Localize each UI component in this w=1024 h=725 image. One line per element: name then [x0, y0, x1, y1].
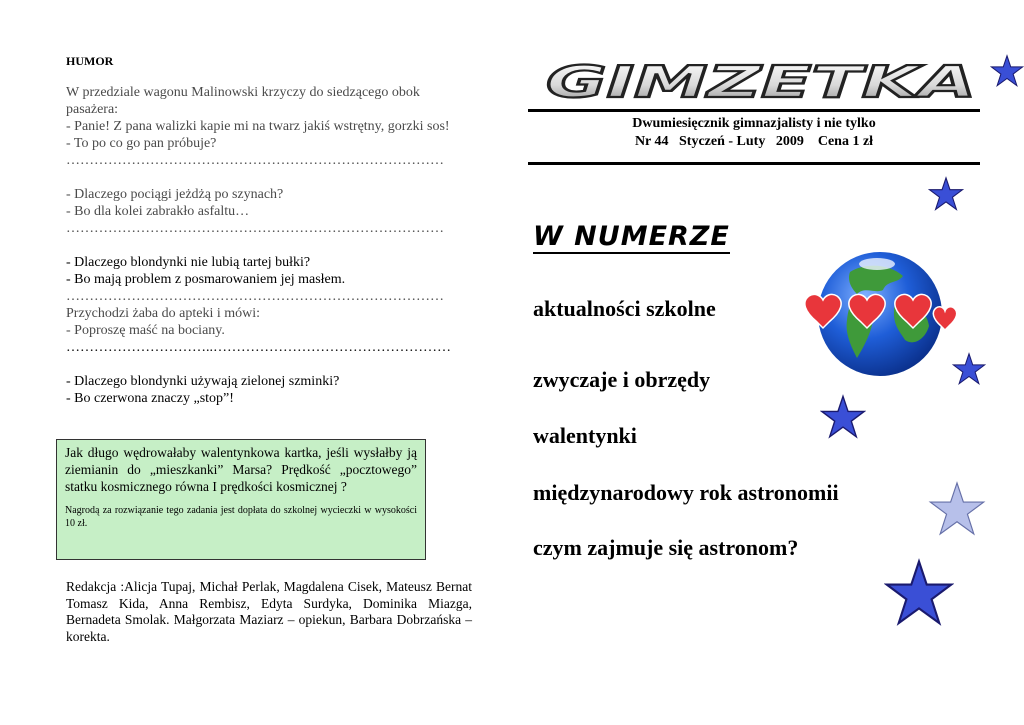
dotted-separator: …………………………..……………………………………………: [66, 340, 451, 355]
joke-line: W przedziale wagonu Malinowski krzyczy do siedzącego obok: [66, 85, 420, 100]
joke: [66, 84, 476, 169]
joke: [66, 305, 476, 356]
star-icon: [928, 176, 964, 212]
joke-line: - Panie! Z pana walizki kapie mi na twarz jakiś wstrętny, gorzki sos!: [66, 119, 450, 134]
jokes-list: [66, 84, 476, 407]
joke-line: pasażera:: [66, 102, 119, 117]
contest-box: [56, 439, 426, 560]
joke-line: - To po co go pan próbuje?: [66, 136, 217, 151]
joke-line: - Bo mają problem z posmarowaniem jej masłem.: [66, 272, 346, 287]
contest-prize: Nagrodą za rozwiązanie tego zadania jest dopłata do szkolnej wycieczki w wysokości 10 zł.: [65, 505, 417, 529]
dotted-separator: ………………………………………………………………………: [66, 153, 444, 168]
star-icon: [884, 558, 954, 628]
masthead-title: GIMZETKA: [546, 62, 976, 102]
divider: [528, 162, 980, 165]
toc-item: zwyczaje i obrzędy: [533, 367, 711, 392]
star-icon: [928, 480, 986, 538]
toc-item: czym zajmuje się astronom?: [533, 535, 799, 560]
joke: [66, 254, 476, 305]
masthead-logo: [543, 62, 980, 102]
editorial-credits: Redakcja :Alicja Tupaj, Michał Perlak, Magdalena Cisek, Mateusz Bernat Tomasz Kida, Anna Rembisz, Edyta Surdyka, Dominika Miazga, Bernadeta Smolak. Małgorzata Maziarz – opiekun, Barbara Dobrzańska – korekta.: [66, 579, 472, 644]
section-heading-humor: HUMOR: [66, 54, 114, 68]
star-icon: [952, 352, 986, 386]
joke-line: - Bo czerwona znaczy „stop”!: [66, 391, 234, 406]
star-icon: [820, 394, 866, 440]
dotted-separator: ………………………………………………………………………: [66, 289, 444, 304]
joke: [66, 373, 476, 407]
contest-question: Jak długo wędrowałaby walentynkowa kartka, jeśli wysłałby ją ziemianin do „mieszkanki” Marsa? Prędkość „pocztowego” statku kosmicznego równa I prędkości kosmicznej ?: [65, 445, 417, 494]
dotted-separator: ………………………………………………………………………: [66, 221, 444, 236]
masthead-subtitle: [528, 115, 980, 151]
joke-line: - Poproszę maść na bociany.: [66, 323, 225, 338]
joke-line: - Dlaczego blondynki nie lubią tartej bułki?: [66, 255, 311, 270]
joke-line: - Dlaczego blondynki używają zielonej szminki?: [66, 374, 340, 389]
toc-item: walentynki: [533, 423, 637, 448]
toc-item: aktualności szkolne: [533, 296, 716, 321]
joke: [66, 186, 476, 237]
divider: [528, 109, 980, 112]
subtitle-issue-info: Nr 44 Styczeń - Luty 2009 Cena 1 zł: [634, 134, 874, 149]
joke-line: Przychodzi żaba do apteki i mówi:: [66, 306, 260, 321]
subtitle-tagline: Dwumiesięcznik gimnazjalisty i nie tylko: [632, 116, 876, 131]
toc-item: międzynarodowy rok astronomii: [533, 480, 839, 505]
star-icon: [990, 54, 1024, 88]
joke-line: - Dlaczego pociągi jeżdżą po szynach?: [66, 187, 284, 202]
in-issue-heading: W NUMERZE: [533, 221, 730, 252]
joke-line: - Bo dla kolei zabrakło asfaltu…: [66, 204, 250, 219]
globe-with-hearts-icon: [795, 250, 960, 380]
